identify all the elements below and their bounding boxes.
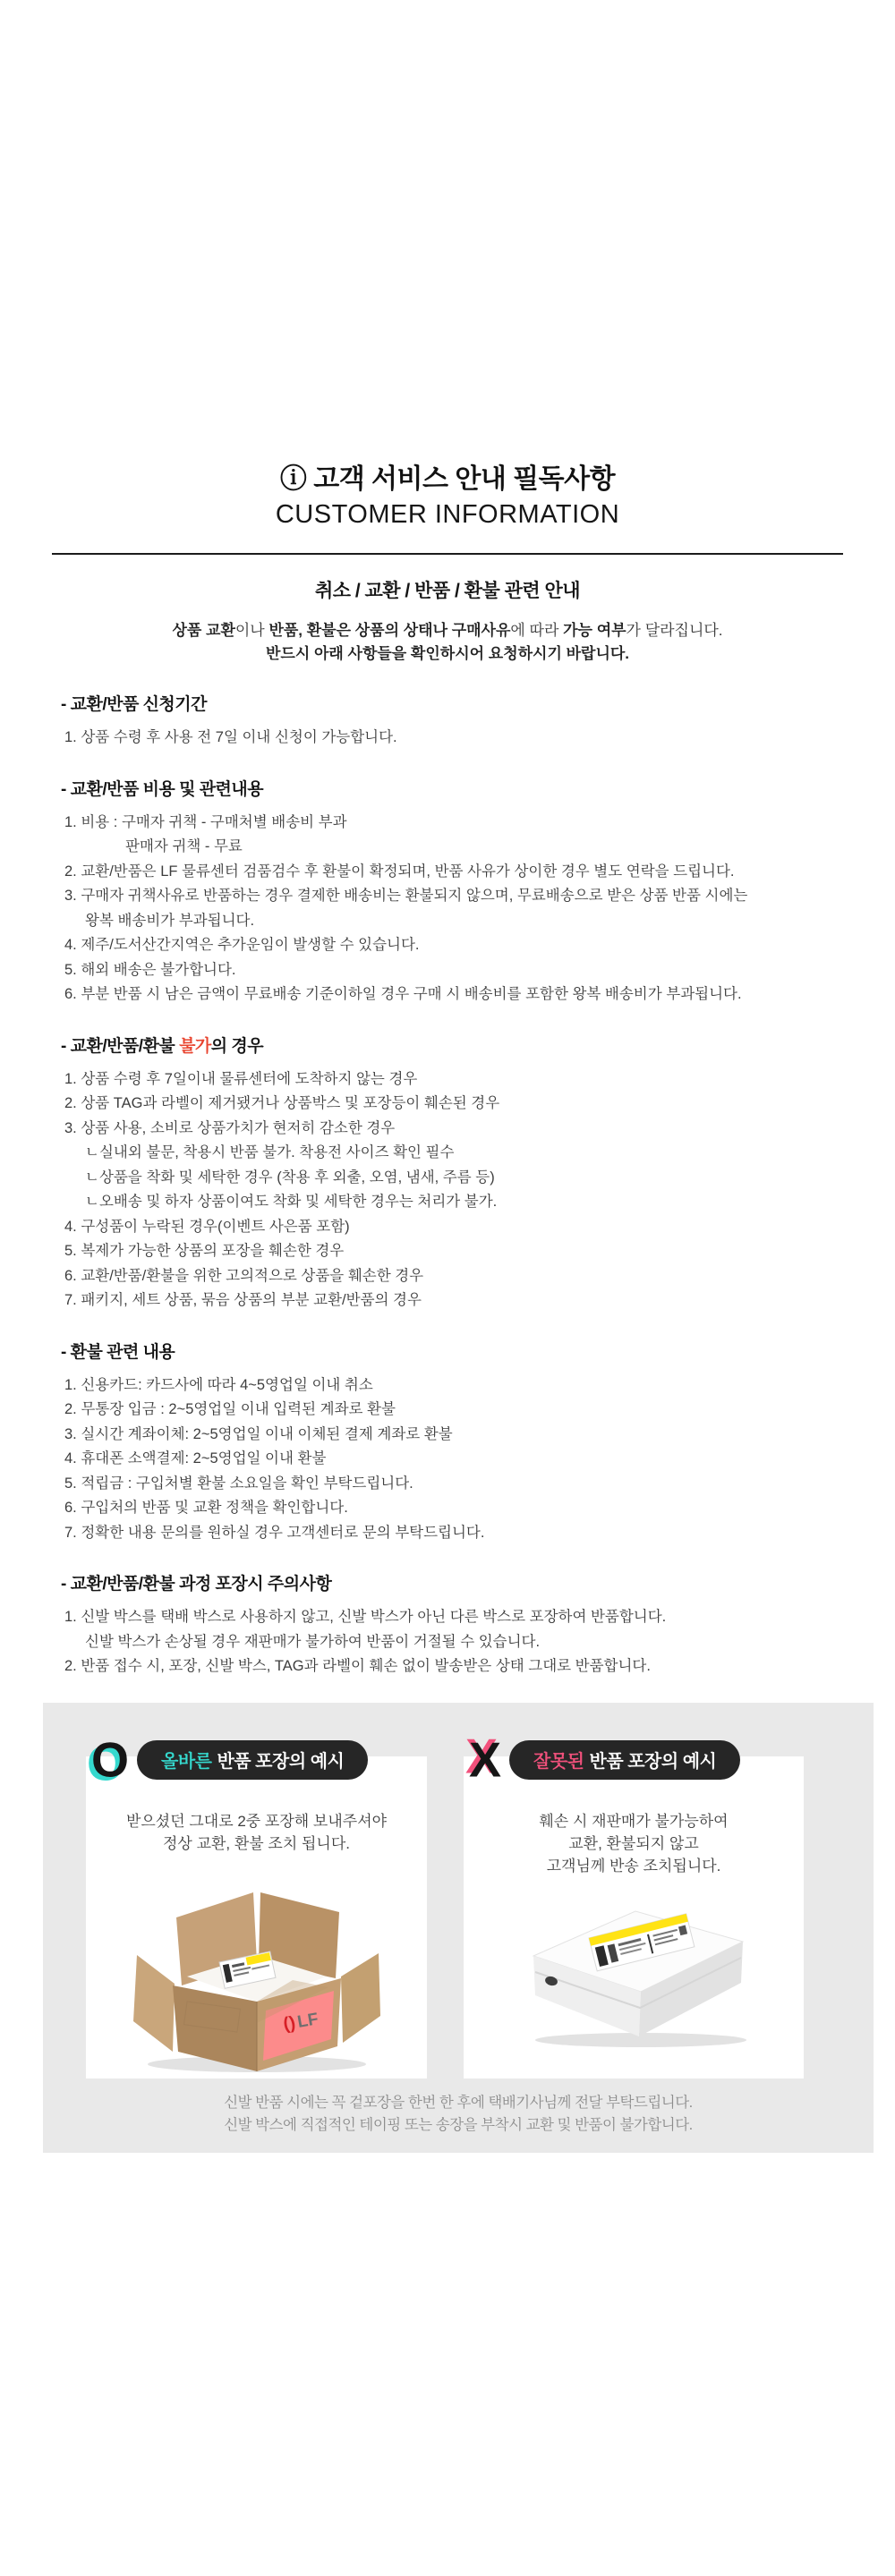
svg-text:(): () <box>281 2012 297 2035</box>
section-heading: - 교환/반품 신청기간 <box>61 695 207 714</box>
section-item: 5. 복제가 가능한 상품의 포장을 훼손한 경우 <box>64 1243 345 1259</box>
section-item: 6. 교환/반품/환불을 위한 고의적으로 상품을 훼손한 경우 <box>64 1267 424 1284</box>
section-item: 4. 휴대폰 소액결제: 2~5영업일 이내 환불 <box>64 1450 327 1467</box>
top-whitespace <box>0 0 895 462</box>
section-item: 3. 상품 사용, 소비로 상품가치가 현저히 감소한 경우 <box>64 1119 396 1136</box>
section-item: 6. 부분 반품 시 남은 금액이 무료배송 기준이하일 경우 구매 시 배송비를 포함한 왕복 배송비가 부과됩니다. <box>64 986 742 1002</box>
intro-title: 취소 / 교환 / 반품 / 환불 관련 안내 <box>314 581 581 601</box>
intro-line2: 반드시 아래 사항들을 확인하시어 요청하시기 바랍니다. <box>265 645 630 662</box>
o-icon: O <box>91 1731 130 1788</box>
card-desc-line: 교환, 환불되지 않고 <box>568 1834 699 1852</box>
card-desc-line: 받으셨던 그대로 2중 포장해 보내주셔야 <box>125 1812 388 1830</box>
section-item: 2. 반품 접수 시, 포장, 신발 박스, TAG과 라벨이 훼손 없이 발송받은 상태 그대로 반품합니다. <box>64 1658 651 1674</box>
svg-text:LF: LF <box>295 2009 320 2032</box>
section-item: 2. 무통장 입금 : 2~5영업일 이내 입력된 계좌로 환불 <box>64 1401 396 1417</box>
x-icon: X <box>469 1731 502 1788</box>
card-desc-line: 고객님께 반송 조치됩니다. <box>546 1857 721 1875</box>
section-item: 1. 신발 박스를 택배 박스로 사용하지 않고, 신발 박스가 아닌 다른 박스로 포장하여 반품합니다. <box>64 1609 667 1625</box>
card-desc-line: 훼손 시 재판매가 불가능하여 <box>539 1812 729 1830</box>
page-title-text: 고객 서비스 안내 필독사항 <box>313 464 616 494</box>
correct-badge-pill <box>137 1740 368 1780</box>
open-box-image <box>123 1880 391 2075</box>
section-item: 1. 신용카드: 카드사에 따라 4~5영업일 이내 취소 <box>64 1376 373 1393</box>
section-item: 4. 제주/도서산간지역은 추가운임이 발생할 수 있습니다. <box>64 937 420 953</box>
section-item: 1. 상품 수령 후 7일이내 물류센터에 도착하지 않는 경우 <box>64 1070 418 1087</box>
wrong-packing-card <box>464 1731 804 2079</box>
sections <box>0 693 895 1679</box>
page-title <box>0 462 895 497</box>
section-item: 6. 구입처의 반품 및 교환 정책을 확인합니다. <box>64 1500 348 1516</box>
correct-badge-rest: 반품 포장의 예시 <box>217 1752 345 1772</box>
section-item: ㄴ오배송 및 하자 상품이여도 착화 및 세탁한 경우는 처리가 불가. <box>85 1194 498 1210</box>
page-subtitle: CUSTOMER INFORMATION <box>275 500 620 529</box>
card-desc-line: 정상 교환, 환불 조치 됩니다. <box>163 1834 350 1852</box>
section-heading: - 교환/반품 비용 및 관련내용 <box>61 779 264 799</box>
section-item: 2. 교환/반품은 LF 물류센터 검품검수 후 환불이 확정되며, 반품 사유가 상이한 경우 별도 연락을 드립니다. <box>64 863 735 880</box>
section-item: 3. 실시간 계좌이체: 2~5영업일 이내 이체된 결제 계좌로 환불 <box>64 1425 453 1442</box>
section-item: 1. 비용 : 구매자 귀책 - 구매처별 배송비 부과 <box>64 813 347 830</box>
section-heading: - 환불 관련 내용 <box>61 1342 175 1362</box>
packing-example-panel <box>43 1703 874 2153</box>
section-heading: - 교환/반품/환불 불가의 경우 <box>61 1036 264 1056</box>
examples-footer <box>43 2092 874 2137</box>
wrong-badge-pill <box>509 1740 740 1780</box>
wrong-badge <box>469 1731 740 1788</box>
examples-footer-line: 신발 박스에 직접적인 테이핑 또는 송장을 부착시 교환 및 반품이 불가합니다. <box>224 2116 693 2133</box>
header-divider <box>52 553 843 555</box>
section-item: 신발 박스가 손상될 경우 재판매가 불가하여 반품이 거절될 수 있습니다. <box>85 1633 541 1650</box>
examples-footer-line: 신발 반품 시에는 꼭 겉포장을 한번 한 후에 택배기사님께 전달 부탁드립니다. <box>224 2094 693 2111</box>
section-item: 왕복 배송비가 부과됩니다. <box>85 912 255 929</box>
section-heading: - 교환/반품/환불 과정 포장시 주의사항 <box>61 1575 332 1594</box>
correct-badge-highlight: 올바른 <box>161 1752 212 1772</box>
section-item: 7. 정확한 내용 문의를 원하실 경우 고객센터로 문의 부탁드립니다. <box>64 1524 485 1541</box>
wrong-badge-highlight: 잘못된 <box>533 1752 584 1772</box>
section-item: 판매자 귀책 - 무료 <box>125 838 243 854</box>
section-item: ㄴ상품을 착화 및 세탁한 경우 (착용 후 외출, 오염, 냄새, 주름 등) <box>85 1169 495 1186</box>
shoebox-image <box>499 1886 768 2052</box>
intro-paragraph <box>0 619 895 666</box>
wrong-badge-rest: 반품 포장의 예시 <box>589 1752 717 1772</box>
intro-line1: 상품 교환이나 반품, 환불은 상품의 상태나 구매사유에 따라 가능 여부가 달라집니다. <box>172 622 723 639</box>
correct-packing-card <box>86 1731 427 2079</box>
section-item: 2. 상품 TAG과 라벨이 제거됐거나 상품박스 및 포장등이 훼손된 경우 <box>64 1095 500 1111</box>
section-item: 5. 해외 배송은 불가합니다. <box>64 961 236 978</box>
section-item: ㄴ실내외 불문, 착용시 반품 불가. 착용전 사이즈 확인 필수 <box>85 1144 455 1160</box>
info-icon: ⓘ <box>279 464 307 494</box>
correct-badge <box>91 1731 368 1788</box>
section-item: 5. 적립금 : 구입처별 환불 소요일을 확인 부탁드립니다. <box>64 1475 413 1492</box>
section-item: 7. 패키지, 세트 상품, 묶음 상품의 부분 교환/반품의 경우 <box>64 1292 422 1308</box>
section-item: 4. 구성품이 누락된 경우(이벤트 사은품 포함) <box>64 1218 350 1235</box>
section-item: 1. 상품 수령 후 사용 전 7일 이내 신청이 가능합니다. <box>64 729 397 745</box>
section-item: 3. 구매자 귀책사유로 반품하는 경우 결제한 배송비는 환불되지 않으며, 무료배송으로 받은 상품 반품 시에는 <box>64 888 748 904</box>
